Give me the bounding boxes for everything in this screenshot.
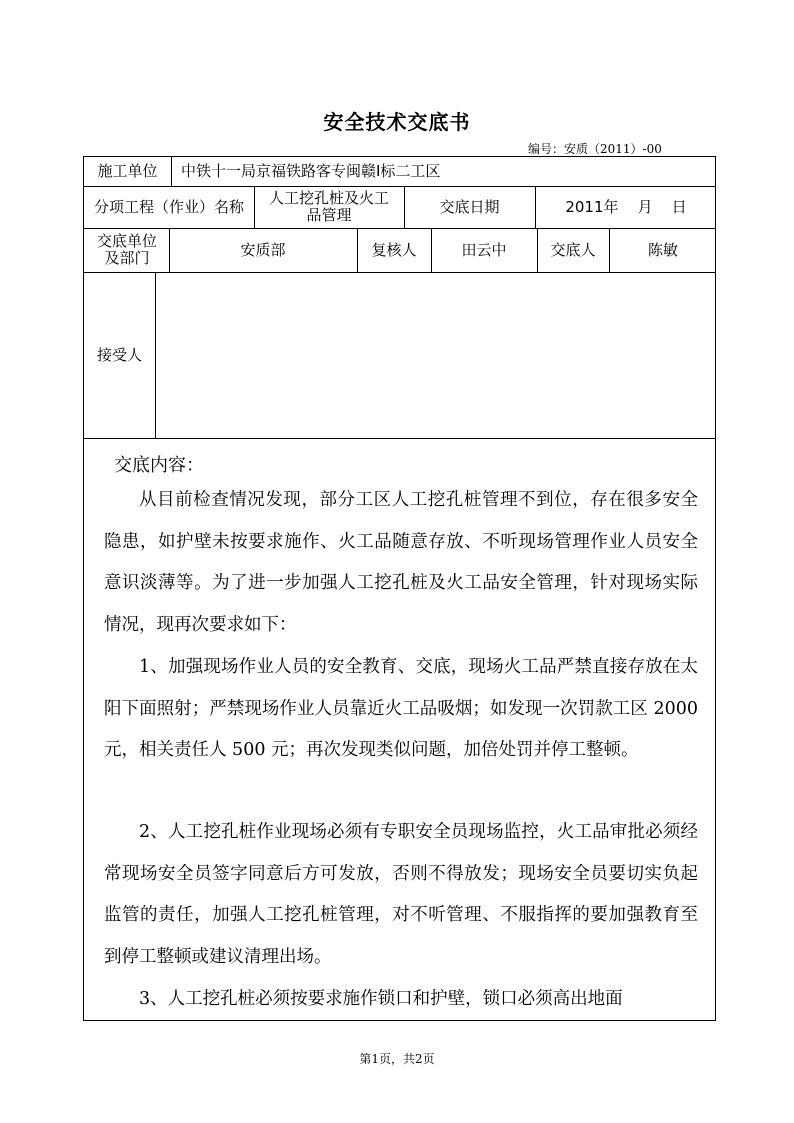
- dept-label: 交底单位及部门: [96, 232, 157, 267]
- serial-number: 编号：安质（2011）-00: [528, 142, 662, 156]
- presenter-value: 陈敏: [647, 240, 678, 259]
- content-paragraph: 从目前检查情况发现，部分工区人工挖孔桩管理不到位，存在很多安全隐患，如护壁未按要求施作、火工品随意存放、不听现场管理作业人员安全意识淡薄等。为了进一步加强人工挖孔桩及火工品安全管理，针对现场实际情况，现再次要求如下：: [104, 490, 698, 635]
- unit-value: 中铁十一局京福铁路客专闽赣Ⅰ标二工区: [181, 162, 441, 180]
- reviewer-value: 田云中: [461, 240, 507, 259]
- reviewer-label: 复核人: [371, 240, 417, 259]
- dept-value: 安质部: [240, 240, 286, 259]
- project-value: 人工挖孔桩及火工品管理: [268, 189, 389, 224]
- content-heading: 交底内容：: [114, 455, 204, 476]
- receiver-label: 接受人: [96, 345, 142, 364]
- col-divider: [254, 186, 255, 228]
- project-label: 分项工程（作业）名称: [93, 197, 244, 216]
- document-title: 安全技术交底书: [323, 110, 471, 134]
- date-label: 交底日期: [439, 197, 500, 216]
- date-value: 2011年 月 日: [565, 197, 687, 216]
- content-paragraph: 2、人工挖孔桩作业现场必须有专职安全员现场监控，火工品审批必须经常现场安全员签字同意后方可发放，否则不得放发；现场安全员要切实负起监管的责任，加强人工挖孔桩管理，对不听管理、不服指挥的要加强教育至到停工整顿或建议清理出场。: [104, 822, 698, 967]
- content-paragraph: 3、人工挖孔桩必须按要求施作锁口和护壁，锁口必须高出地面: [139, 989, 623, 1009]
- receiver-value: [155, 272, 717, 438]
- col-divider: [171, 157, 172, 186]
- form-table: [83, 156, 716, 1021]
- content-paragraph: 1、加强现场作业人员的安全教育、交底，现场火工品严禁直接存放在太阳下面照射；严禁现场作业人员靠近火工品吸烟；如发现一次罚款工区 2000 元，相关责任人 500 元；再次发现类似问题，加倍处罚并停工整顿。: [104, 657, 698, 760]
- row-divider: [84, 438, 715, 439]
- page-footer: 第1页，共2页: [359, 1052, 435, 1066]
- unit-label: 施工单位: [97, 162, 158, 180]
- presenter-label: 交底人: [550, 240, 596, 259]
